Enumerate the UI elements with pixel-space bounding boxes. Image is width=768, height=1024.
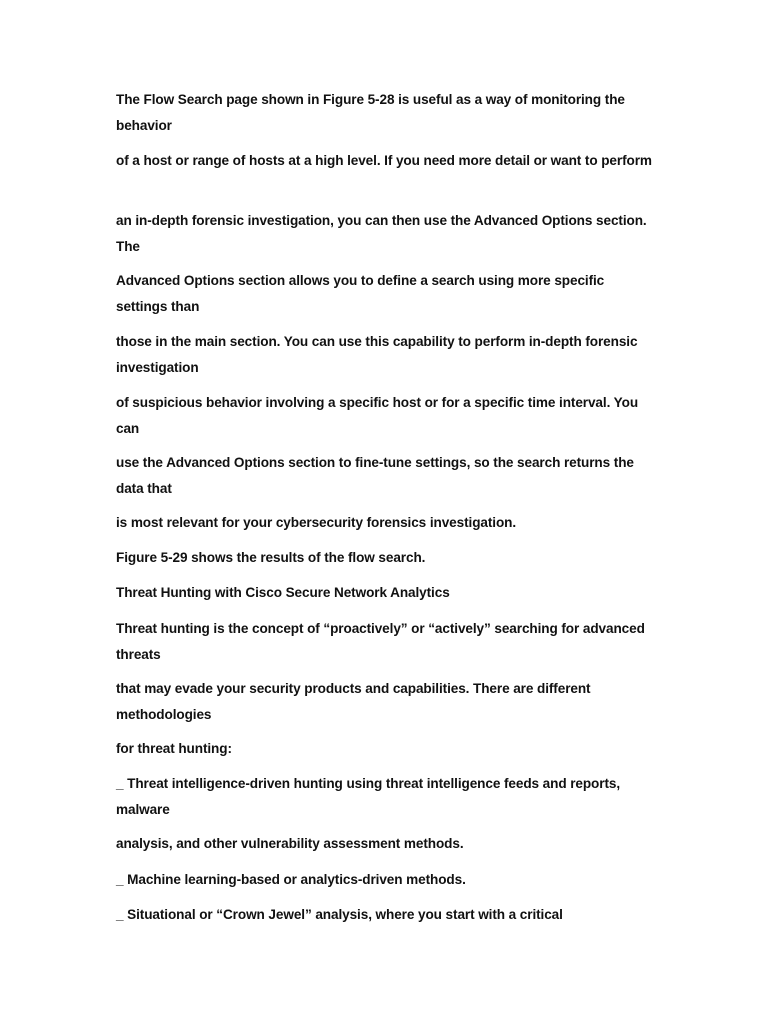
paragraph-12: that may evade your security products and capabilities. There are different methodologies (116, 681, 591, 722)
paragraph-7: use the Advanced Options section to fine-tune settings, so the search returns the data that (116, 455, 634, 496)
paragraph-3: an in-depth forensic investigation, you can then use the Advanced Options section. The (116, 213, 647, 254)
paragraph-2: of a host or range of hosts at a high level. If you need more detail or want to perform (116, 153, 652, 168)
paragraph-4: Advanced Options section allows you to define a search using more specific settings than (116, 273, 605, 314)
paragraph-8: is most relevant for your cybersecurity forensics investigation. (116, 515, 517, 530)
paragraph-5: those in the main section. You can use this capability to perform in-depth forensic investigation (116, 334, 638, 375)
list-item-1-continued: analysis, and other vulnerability assessment methods. (116, 836, 464, 851)
section-heading: Threat Hunting with Cisco Secure Network Analytics (116, 585, 450, 600)
paragraph-1: The Flow Search page shown in Figure 5-28 is useful as a way of monitoring the behavior (116, 92, 625, 133)
list-item-3: _ Situational or “Crown Jewel” analysis, where you start with a critical (116, 907, 563, 922)
paragraph-9: Figure 5-29 shows the results of the flow search. (116, 550, 426, 565)
paragraph-11: Threat hunting is the concept of “proactively” or “actively” searching for advanced threats (116, 621, 645, 662)
list-item-1: _ Threat intelligence-driven hunting using threat intelligence feeds and reports, malware (116, 776, 621, 817)
paragraph-6: of suspicious behavior involving a specific host or for a specific time interval. You can (116, 395, 639, 436)
paragraph-13: for threat hunting: (116, 741, 232, 756)
list-item-2: _ Machine learning-based or analytics-driven methods. (116, 872, 466, 887)
